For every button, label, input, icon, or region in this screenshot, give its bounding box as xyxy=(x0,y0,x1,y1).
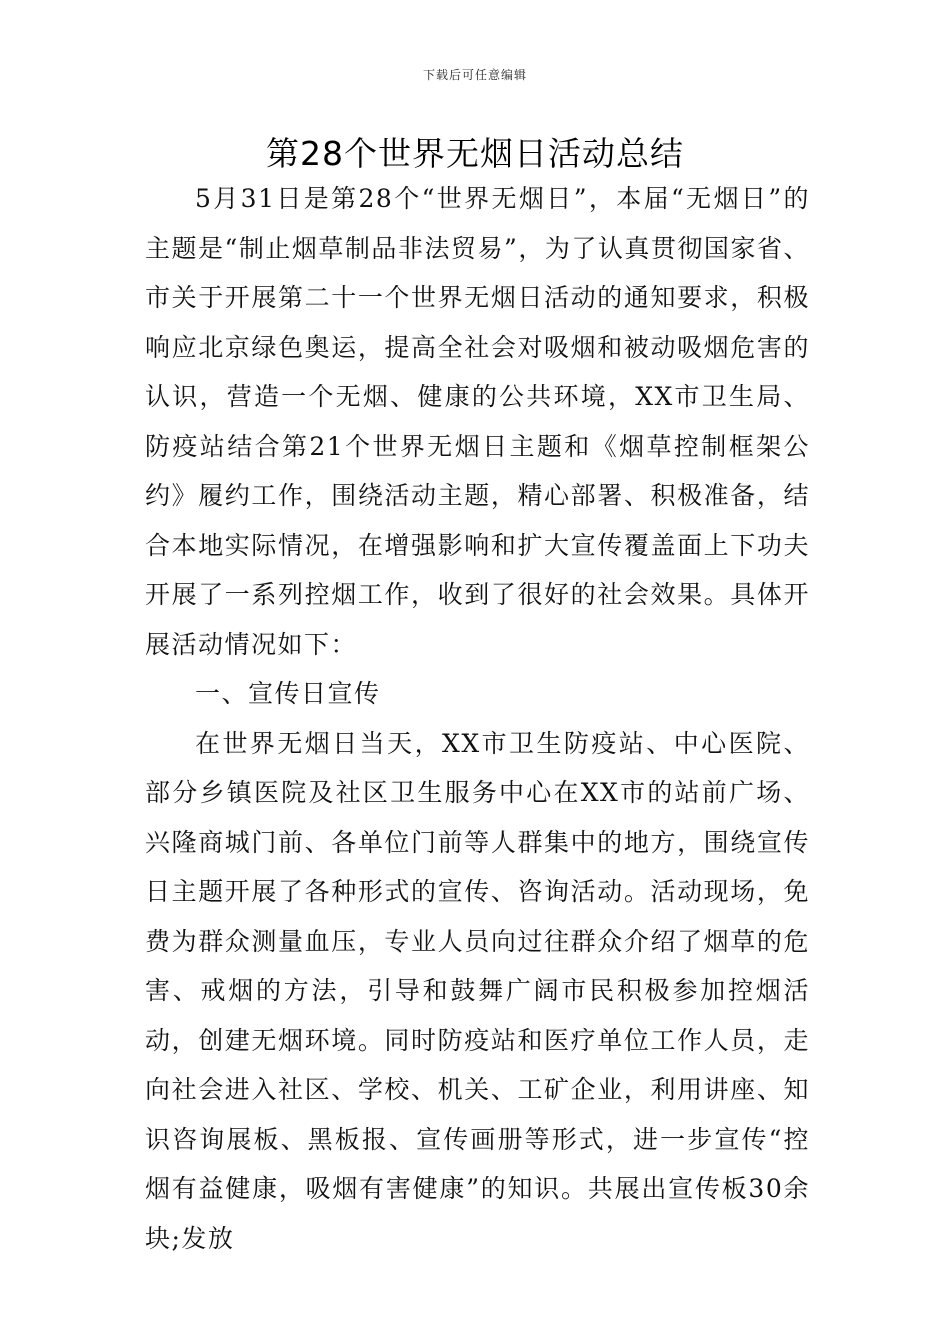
header-note: 下载后可任意编辑 xyxy=(422,68,527,82)
section-heading: 一、宣传日宣传 xyxy=(195,679,381,708)
paragraph-publicity: 在世界无烟日当天，XX市卫生防疫站、中心医院、部分乡镇医院及社区卫生服务中心在XX市的站前广场、兴隆商城门前、各单位门前等人群集中的地方，围绕宣传日主题开展了各种形式的宣传、咨询活动。活动现场，免费为群众测量血压，专业人员向过往群众介绍了烟草的危害、戒烟的方法，引导和鼓舞广阔市民积极参加控烟活动，创建无烟环境。同时防疫站和医疗单位工作人员，走向社会进入社区、学校、机关、工矿企业，利用讲座、知识咨询展板、黑板报、宣传画册等形式，进一步宣传“控烟有益健康，吸烟有害健康”的知识。共展出宣传板30余块;发放 xyxy=(145,728,810,1253)
document-body xyxy=(145,174,810,1263)
paragraph-intro: 5月31日是第28个“世界无烟日”，本届“无烟日”的主题是“制止烟草制品非法贸易”，为了认真贯彻国家省、市关于开展第二十一个世界无烟日活动的通知要求，积极响应北京绿色奥运，提高全社会对吸烟和被动吸烟危害的认识，营造一个无烟、健康的公共环境，XX市卫生局、防疫站结合第21个世界无烟日主题和《烟草控制框架公约》履约工作，围绕活动主题，精心部署、积极准备，结合本地实际情况，在增强影响和扩大宣传覆盖面上下功夫开展了一系列控烟工作，收到了很好的社会效果。具体开展活动情况如下： xyxy=(145,184,810,659)
document-title: 第28个世界无烟日活动总结 xyxy=(266,134,684,173)
